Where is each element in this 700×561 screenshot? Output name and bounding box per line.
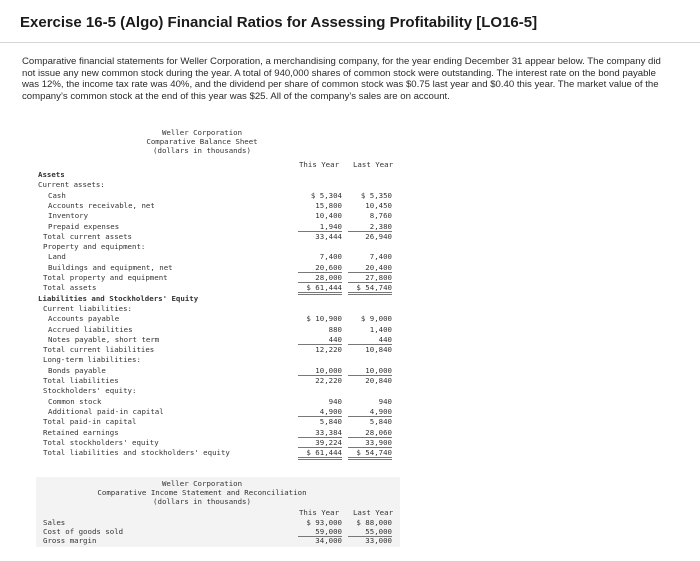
balance-sheet-value-this-year: 10,000 — [298, 366, 342, 376]
balance-sheet-row-label: Retained earnings — [43, 427, 119, 437]
balance-sheet-row-label: Prepaid expenses — [48, 221, 120, 231]
balance-sheet — [36, 126, 400, 459]
balance-sheet-value-this-year: 1,940 — [298, 222, 342, 232]
balance-sheet-value-last-year: 26,940 — [365, 231, 392, 241]
balance-sheet-value-last-year: 7,400 — [369, 252, 392, 262]
balance-sheet-value-last-year: 440 — [348, 335, 392, 345]
balance-sheet-company: Weller Corporation — [161, 128, 243, 137]
balance-sheet-units: (dollars in thousands) — [153, 146, 251, 155]
balance-sheet-row-label: Inventory — [48, 211, 89, 221]
balance-sheet-value-last-year: 940 — [378, 396, 392, 406]
balance-sheet-title: Comparative Balance Sheet — [146, 137, 258, 146]
balance-sheet-row-label: Long-term liabilities: — [43, 355, 141, 365]
balance-sheet-value-this-year: 7,400 — [319, 252, 342, 262]
income-statement-col-this-year: This Year — [298, 508, 340, 517]
income-statement-units: (dollars in thousands) — [153, 497, 251, 506]
balance-sheet-value-last-year: $ 5,350 — [360, 190, 392, 200]
balance-sheet-row-label: Total liabilities — [43, 376, 119, 385]
balance-sheet-value-last-year: 4,900 — [348, 407, 392, 417]
balance-sheet-value-this-year: $ 61,444 — [298, 448, 342, 460]
balance-sheet-row-label: Accounts payable — [48, 314, 120, 324]
balance-sheet-value-this-year: 39,224 — [298, 438, 342, 448]
income-statement-value-last-year: 33,000 — [365, 536, 392, 545]
income-statement-row-label: Cost of goods sold — [43, 527, 124, 536]
balance-sheet-value-this-year: 33,444 — [315, 231, 342, 241]
balance-sheet-row-label: Accrued liabilities — [48, 324, 133, 334]
balance-sheet-row-label: Buildings and equipment, net — [48, 262, 173, 272]
income-statement-value-last-year: $ 88,000 — [356, 518, 392, 527]
balance-sheet-value-this-year: 4,900 — [298, 407, 342, 417]
balance-sheet-col-this-year: This Year — [298, 160, 340, 169]
balance-sheet-row-label: Total property and equipment — [43, 273, 168, 282]
balance-sheet-value-last-year: 1,400 — [369, 324, 392, 334]
exercise-instructions: Comparative financial statements for Weller Corporation, a merchandising company, for the year ending December 31 appear below. The company did not issue any new common stock during the year. A total of 940,000 shares of common stock were outstanding. The interest rate on the bond payable was 12%, the income tax rate was 40%, and the dividend per share of common stock was $0.75 last year and $0.40 this year. The market value of the company’s common stock at the end of this year was $25. All of the company’s sales are on account. — [22, 56, 661, 102]
balance-sheet-value-last-year: 10,840 — [365, 345, 392, 355]
balance-sheet-value-last-year: 10,000 — [348, 366, 392, 376]
balance-sheet-row-label: Total liabilities and stockholders' equity — [43, 448, 230, 458]
balance-sheet-value-last-year: 33,900 — [348, 438, 392, 448]
balance-sheet-value-last-year: 5,840 — [369, 417, 392, 427]
balance-sheet-value-this-year: 20,600 — [298, 263, 342, 273]
balance-sheet-row-label: Total current assets — [43, 231, 132, 241]
balance-sheet-value-last-year: 20,400 — [348, 263, 392, 273]
balance-sheet-value-last-year: 20,840 — [365, 376, 392, 385]
balance-sheet-value-last-year: $ 54,740 — [348, 448, 392, 460]
balance-sheet-value-last-year: 27,800 — [348, 273, 392, 283]
balance-sheet-row-label: Liabilities and Stockholders' Equity — [38, 293, 199, 303]
title-divider — [0, 42, 700, 43]
balance-sheet-value-this-year: $ 5,304 — [310, 190, 342, 200]
exercise-title: Exercise 16-5 (Algo) Financial Ratios for Assessing Profitability [LO16-5] — [20, 14, 538, 31]
balance-sheet-row-label: Assets — [38, 170, 65, 179]
balance-sheet-row-label: Bonds payable — [48, 365, 106, 375]
balance-sheet-row-label: Property and equipment: — [43, 242, 146, 252]
balance-sheet-value-this-year: 5,840 — [319, 417, 342, 427]
balance-sheet-value-last-year: $ 9,000 — [360, 314, 392, 324]
income-statement-row-label: Gross margin — [43, 536, 97, 545]
balance-sheet-row-label: Cash — [48, 190, 66, 200]
balance-sheet-row-label: Total current liabilities — [43, 345, 155, 355]
balance-sheet-row-label: Current liabilities: — [43, 303, 132, 313]
income-statement-company: Weller Corporation — [161, 479, 243, 488]
balance-sheet-value-this-year: 440 — [298, 335, 342, 345]
balance-sheet-value-last-year: 2,380 — [348, 222, 392, 232]
income-statement-col-last-year: Last Year — [352, 508, 394, 517]
balance-sheet-value-this-year: 33,384 — [298, 428, 342, 438]
balance-sheet-row-label: Notes payable, short term — [48, 334, 160, 344]
income-statement-value-this-year: 34,000 — [315, 536, 342, 545]
income-statement-value-this-year: 59,000 — [298, 527, 342, 537]
balance-sheet-value-this-year: $ 10,900 — [306, 314, 342, 324]
balance-sheet-row-label: Current assets: — [38, 180, 105, 190]
income-statement-row-label: Sales — [43, 518, 66, 527]
income-statement — [36, 477, 400, 547]
balance-sheet-value-last-year: 10,450 — [365, 200, 392, 210]
balance-sheet-value-this-year: 28,000 — [298, 273, 342, 283]
balance-sheet-value-this-year: 880 — [328, 324, 342, 334]
balance-sheet-row-label: Total stockholders' equity — [43, 437, 159, 447]
balance-sheet-value-this-year: 10,400 — [315, 211, 342, 221]
balance-sheet-row-label: Total assets — [43, 283, 97, 293]
balance-sheet-value-this-year: 15,800 — [315, 200, 342, 210]
balance-sheet-row-label: Total paid-in capital — [43, 417, 137, 427]
balance-sheet-value-last-year: 28,060 — [348, 428, 392, 438]
income-statement-title: Comparative Income Statement and Reconciliation — [97, 488, 307, 497]
balance-sheet-value-this-year: 940 — [328, 396, 342, 406]
balance-sheet-row-label: Additional paid-in capital — [48, 406, 164, 416]
balance-sheet-value-last-year: 8,760 — [369, 211, 392, 221]
income-statement-value-last-year: 55,000 — [348, 527, 392, 537]
balance-sheet-col-last-year: Last Year — [352, 160, 394, 169]
income-statement-value-this-year: $ 93,000 — [306, 518, 342, 527]
balance-sheet-row-label: Land — [48, 252, 66, 262]
balance-sheet-row-label: Stockholders' equity: — [43, 386, 137, 396]
balance-sheet-value-this-year: 22,220 — [315, 376, 342, 385]
balance-sheet-value-this-year: $ 61,444 — [298, 283, 342, 295]
balance-sheet-value-this-year: 12,220 — [315, 345, 342, 355]
balance-sheet-row-label: Common stock — [48, 396, 102, 406]
balance-sheet-value-last-year: $ 54,740 — [348, 283, 392, 295]
balance-sheet-row-label: Accounts receivable, net — [48, 200, 155, 210]
